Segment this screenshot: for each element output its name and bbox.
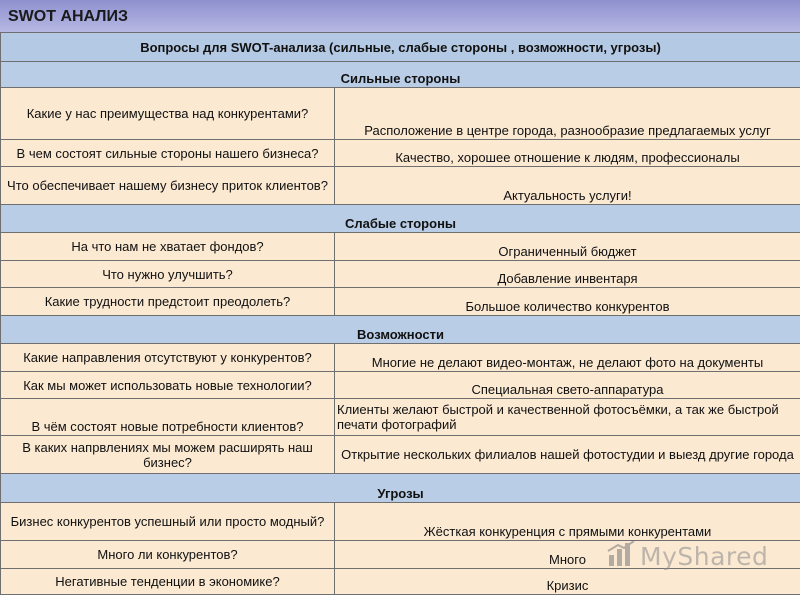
question-cell: Какие у нас преимущества над конкурентами?: [1, 88, 335, 140]
slide-title: SWOT АНАЛИЗ: [8, 8, 129, 25]
answer-cell: Клиенты желают быстрой и качественной фотосъёмки, а так же быстрой печати фотографий: [335, 399, 800, 436]
answer-cell: Жёсткая конкуренция с прямыми конкурентами: [335, 503, 800, 541]
answer-cell: Качество, хорошее отношение к людям, профессионалы: [335, 140, 800, 167]
section-title-threats: Угрозы: [1, 474, 800, 503]
answer-cell: Специальная свето-аппаратура: [335, 372, 800, 399]
answer-cell: Открытие нескольких филиалов нашей фотостудии и выезд другие города: [335, 436, 800, 474]
table-row: [1, 503, 800, 541]
section-title-weaknesses: Слабые стороны: [1, 205, 800, 233]
watermark-text: MyShared: [640, 541, 769, 571]
question-cell: Какие трудности предстоит преодолеть?: [1, 288, 335, 316]
table-row: [1, 436, 800, 474]
answer-cell: Много: [335, 541, 800, 569]
table-row: [1, 399, 800, 436]
question-cell: В чём состоят новые потребности клиентов?: [1, 399, 335, 436]
section-row-weaknesses: [1, 205, 800, 233]
question-cell: В чем состоят сильные стороны нашего бизнеса?: [1, 140, 335, 167]
table-row: [1, 288, 800, 316]
question-cell: Много ли конкурентов?: [1, 541, 335, 569]
table-row: [1, 88, 800, 140]
answer-cell: Добавление инвентаря: [335, 261, 800, 288]
answer-cell: Актуальность услуги!: [335, 167, 800, 205]
question-cell: Что нужно улучшить?: [1, 261, 335, 288]
answer-cell: Многие не делают видео-монтаж, не делают фото на документы: [335, 344, 800, 372]
section-row-strengths: [1, 62, 800, 88]
answer-cell: Большое количество конкурентов: [335, 288, 800, 316]
question-cell: Бизнес конкурентов успешный или просто модный?: [1, 503, 335, 541]
watermark: [606, 538, 768, 574]
table-row: [1, 344, 800, 372]
question-cell: Что обеспечивает нашему бизнесу приток клиентов?: [1, 167, 335, 205]
table-row: [1, 140, 800, 167]
question-cell: Какие направления отсутствуют у конкурентов?: [1, 344, 335, 372]
table-row: [1, 167, 800, 205]
section-title-strengths: Сильные стороны: [1, 62, 800, 88]
table-header: Вопросы для SWOT-анализа (сильные, слабые стороны , возможности, угрозы): [1, 33, 800, 62]
question-cell: На что нам не хватает фондов?: [1, 233, 335, 261]
table-row: [1, 233, 800, 261]
section-title-opportunities: Возможности: [1, 316, 800, 344]
table-row: [1, 372, 800, 399]
answer-cell: Кризис: [335, 569, 800, 595]
swot-table: [0, 32, 800, 595]
question-cell: Негативные тенденции в экономике?: [1, 569, 335, 595]
question-cell: В каких напрвлениях мы можем расширять наш бизнес?: [1, 436, 335, 474]
answer-cell: Ограниченный бюджет: [335, 233, 800, 261]
section-row-opportunities: [1, 316, 800, 344]
section-row-threats: [1, 474, 800, 503]
table-row: [1, 261, 800, 288]
bar-chart-icon: [606, 539, 636, 574]
answer-cell: Расположение в центре города, разнообразие предлагаемых услуг: [335, 88, 800, 140]
table-header-row: [1, 33, 800, 62]
question-cell: Как мы может использовать новые технологии?: [1, 372, 335, 399]
